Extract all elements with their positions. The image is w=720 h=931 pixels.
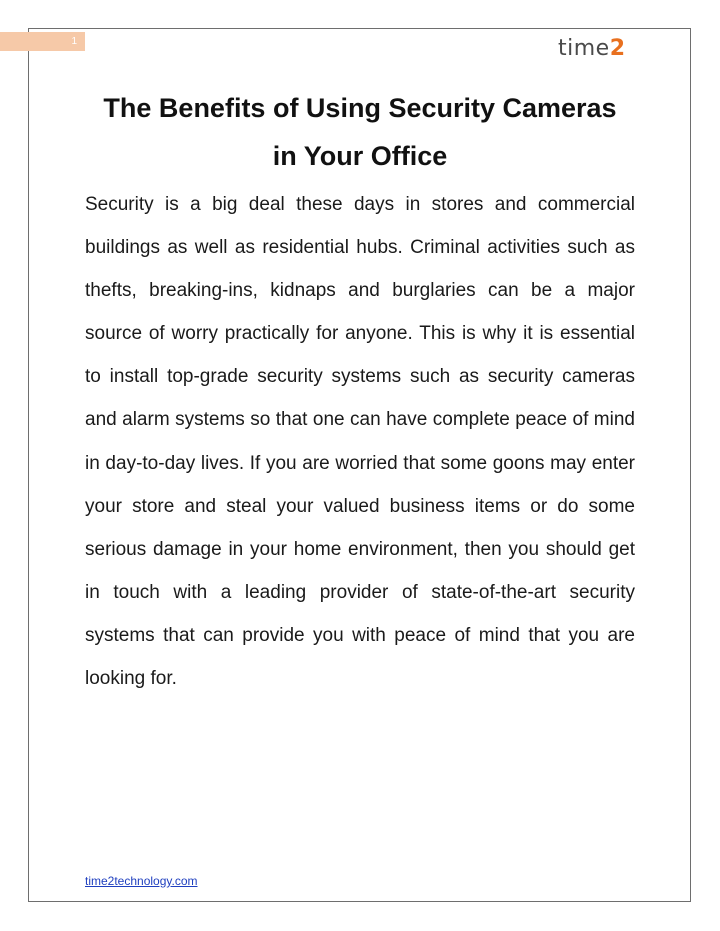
title-line-1: The Benefits of Using Security Cameras: [103, 93, 617, 123]
footer-website-link[interactable]: time2technology.com: [85, 874, 198, 888]
logo-digit: 2: [609, 36, 626, 61]
logo-word: time: [558, 36, 610, 61]
title-line-2: in Your Office: [272, 141, 448, 171]
body-paragraph: Security is a big deal these days in stores and commercial buildings as well as residential hubs. Criminal activities such as thefts, breaking-ins, kidnaps and burglaries can be a major source of worry practically for anyone. This is why it is essential to install top-grade security systems such as security cameras and alarm systems so that one can have complete peace of mind in day-to-day lives. If you are worried that some goons may enter your store and steal your valued business items or do some serious damage in your home environment, then you should get in touch with a leading provider of state-of-the-art security systems that can provide you with peace of mind that you are looking for.: [85, 194, 635, 690]
page-title: [70, 84, 650, 180]
page-number: 1: [71, 36, 77, 47]
page-number-tab: [0, 32, 85, 51]
time2-logo: [558, 36, 626, 62]
